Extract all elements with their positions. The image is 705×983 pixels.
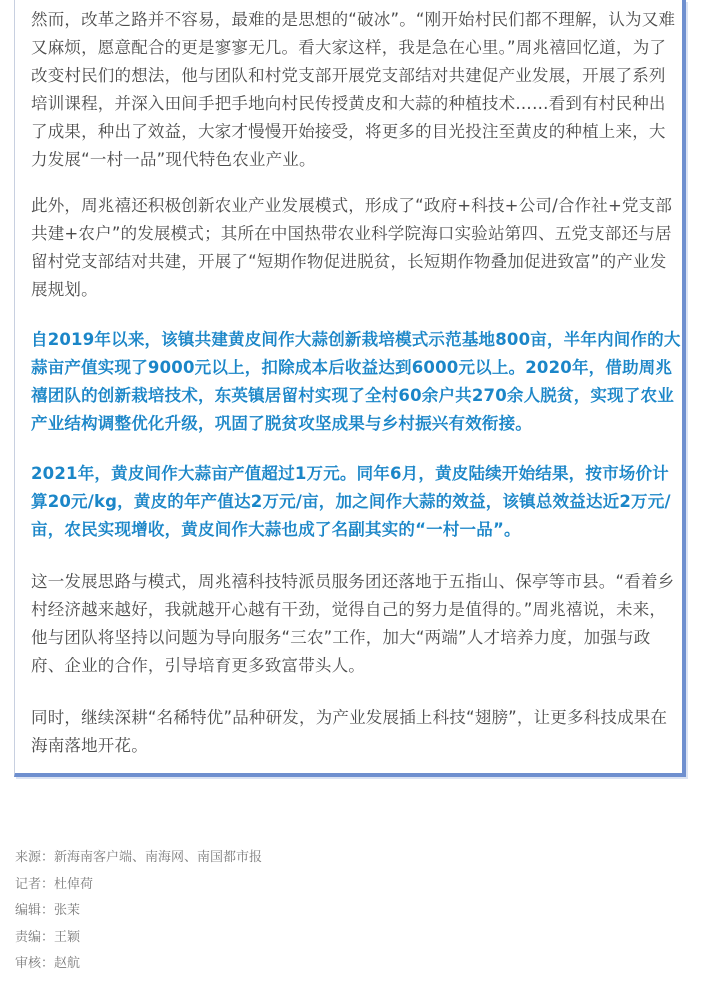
article-paragraph-1: 然而，改革之路并不容易，最难的是思想的“破冰”。“刚开始村民们都不理解，认为又难又麻烦，愿意配合的更是寥寥无几。看大家这样，我是急在心里。”周兆禧回忆道，为了改变村民们的想法，他与团队和村党支部开展党支部结对共建促产业发展，开展了系列培训课程，并深入田间手把手地向村民传授黄皮和大蒜的种植技术……看到有村民种出了成果，种出了效益，大家才慢慢开始接受，将更多的目光投注至黄皮的种植上来，大力发展“一村一品”现代特色农业产业。 — [31, 10, 676, 169]
reporter-credit: 记者：杜倬荷 — [15, 876, 94, 892]
chief-editor-credit: 责编：王颖 — [15, 929, 81, 945]
article-paragraph-5: 这一发展思路与模式，周兆禧科技特派员服务团还落地于五指山、保亭等市县。“看着乡村经济越来越好，我就越开心越有干劲，觉得自己的努力是值得的。”周兆禧说，未来，他与团队将坚持以问题为导向服务“三农”工作，加大“两端”人才培养力度，加强与政府、企业的合作，引导培育更多致富带头人。 — [31, 572, 675, 675]
article-paragraph-2: 此外，周兆禧还积极创新农业产业发展模式，形成了“政府+科技+公司/合作社+党支部共建+农户”的发展模式；其所在中国热带农业科学院海口实验站第四、五党支部还与居留村党支部结对共建，开展了“短期作物促进脱贫，长短期作物叠加促进致富”的产业发展规划。 — [31, 196, 673, 299]
reviewer-credit: 审核：赵航 — [15, 956, 81, 971]
editor-credit: 编辑：张茉 — [15, 903, 81, 918]
source-credit: 来源：新海南客户端、南海网、南国都市报 — [15, 850, 263, 865]
article-paragraph-6: 同时，继续深耕“名稀特优”品种研发，为产业发展插上科技“翅膀”，让更多科技成果在海南落地开花。 — [31, 708, 668, 755]
article-paragraph-3-highlight: 自2019年以来，该镇共建黄皮间作大蒜创新栽培模式示范基地800亩，半年内间作的大蒜亩产值实现了9000元以上，扣除成本后收益达到6000元以上。2020年，借助周兆禧团队的创新栽培技术，东英镇居留村实现了全村60余户共270余人脱贫，实现了农业产业结构调整优化升级，巩固了脱贫攻坚成果与乡村振兴有效衔接。 — [31, 330, 681, 433]
article-credits — [15, 845, 262, 978]
article-paragraph-4-highlight: 2021年，黄皮间作大蒜亩产值超过1万元。同年6月，黄皮陆续开始结果，按市场价计算20元/kg，黄皮的年产值达2万元/亩，加之间作大蒜的效益，该镇总效益达近2万元/亩，农民实现增收，黄皮间作大蒜也成了名副其实的“一村一品”。 — [31, 464, 671, 539]
article-content-box — [14, 0, 686, 777]
